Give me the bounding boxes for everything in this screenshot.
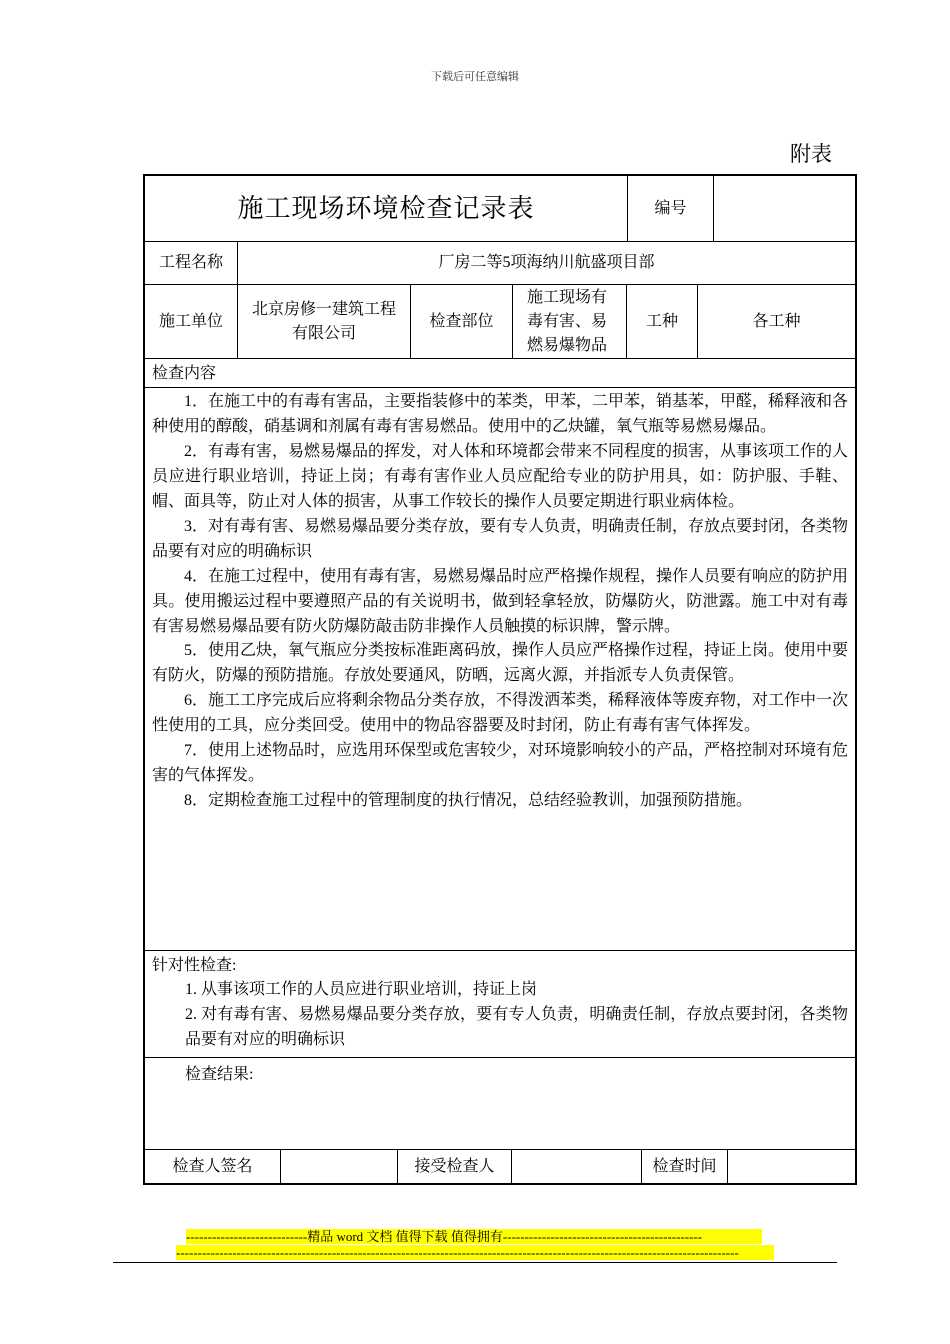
content-item-7: 7．使用上述物品时，应选用环保型或危害较少，对环境影响较小的产品，严格控制对环境有危害的气体挥发。 (152, 742, 849, 784)
header-note: 下载后可任意编辑 (431, 71, 519, 83)
targeted-item-2: 2. 对有毒有害、易燃易爆品要分类存放，要有专人负责，明确责任制，存放点要封闭，各类物品要有对应的明确标识 (185, 1006, 848, 1048)
footer-banner-line2: ---------------------------------------------------------------------------------------------------------------------------------- (176, 1245, 774, 1260)
trade-value: 各工种 (752, 312, 801, 330)
contractor-value-line1: 北京房修一建筑工程 (251, 300, 396, 318)
inspect-part-label: 检查部位 (429, 312, 494, 330)
inspect-part-line3: 燃易爆物品 (527, 336, 608, 354)
inspector-signature-field[interactable] (281, 1150, 397, 1184)
form-title: 施工现场环境检查记录表 (237, 193, 535, 224)
project-value: 厂房二等5项海纳川航盛项目部 (438, 254, 655, 271)
attachment-label: 附表 (790, 142, 832, 166)
inspect-part-value (513, 285, 626, 358)
receiver-signature-field[interactable] (512, 1150, 641, 1184)
contractor-value (238, 285, 410, 358)
rule-heading-bottom (143, 387, 857, 388)
footer-rule (113, 1262, 837, 1263)
content-item-2: 2．有毒有害，易燃易爆品的挥发，对人体和环境都会带来不同程度的损害，从事该项工作的人员应进行职业培训，持证上岗；有毒有害作业人员应配给专业的防护用具，如：防护服、手鞋、帽、面具等，防止对人体的损害，从事工作较长的操作人员要定期进行职业病体检。 (152, 443, 849, 510)
rule-contractor-bottom (143, 358, 857, 359)
contractor-value-line2: 有限公司 (291, 324, 356, 342)
content-item-6: 6．施工工序完成后应将剩余物品分类存放，不得泼洒苯类，稀释液体等废弃物，对工作中一次性使用的工具，应分类回受。使用中的物品容器要及时封闭，防止有毒有害气体挥发。 (152, 692, 849, 734)
inspect-part-line2: 毒有害、易 (527, 312, 608, 330)
time-label: 检查时间 (652, 1158, 717, 1175)
project-label: 工程名称 (158, 254, 223, 271)
content-heading: 检查内容 (152, 365, 217, 382)
targeted-item-1: 1. 从事该项工作的人员应进行职业培训，持证上岗 (185, 981, 538, 998)
number-value[interactable] (714, 176, 855, 241)
footer-banner-line1: ----------------------------精品 word 文档 值得下载 值得拥有---------------------------------------------- (186, 1229, 762, 1244)
rule-content-bottom (143, 950, 857, 951)
time-field[interactable] (728, 1150, 855, 1184)
content-item-1: 1．在施工中的有毒有害品，主要指装修中的苯类，甲苯，二甲苯，销基苯，甲醛，稀释液和各种使用的醇酸，硝基调和剂属有毒有害易燃品。使用中的乙炔罐，氧气瓶等易燃易爆品。 (152, 393, 849, 435)
rule-targeted-bottom (143, 1057, 857, 1058)
content-item-3: 3．对有毒有害、易燃易爆品要分类存放，要有专人负责，明确责任制，存放点要封闭，各类物品要有对应的明确标识 (152, 518, 849, 560)
content-item-4: 4．在施工过程中，使用有毒有害，易燃易爆品时应严格操作规程，操作人员要有响应的防护用具。使用搬运过程中要遵照产品的有关说明书，做到轻拿轻放，防爆防火，防泄露。施工中对有毒有害易燃易爆品要有防火防爆防敲击防非操作人员触摸的标识牌，警示牌。 (152, 568, 849, 635)
contractor-label: 施工单位 (158, 312, 223, 330)
number-label: 编号 (654, 199, 687, 217)
content-item-8: 8．定期检查施工过程中的管理制度的执行情况，总结经验教训，加强预防措施。 (184, 792, 753, 809)
inspect-part-line1: 施工现场有 (527, 288, 608, 306)
receiver-label: 接受检查人 (414, 1158, 495, 1175)
inspector-label: 检查人签名 (172, 1158, 253, 1175)
result-label: 检查结果: (185, 1066, 254, 1083)
trade-label: 工种 (645, 312, 678, 330)
content-item-5: 5．使用乙炔，氧气瓶应分类按标准距离码放，操作人员应严格操作过程，持证上岗。使用中要有防火，防爆的预防措施。存放处要通风，防晒，远离火源，并指派专人负责保管。 (152, 642, 849, 684)
targeted-heading: 针对性检查: (152, 957, 237, 974)
